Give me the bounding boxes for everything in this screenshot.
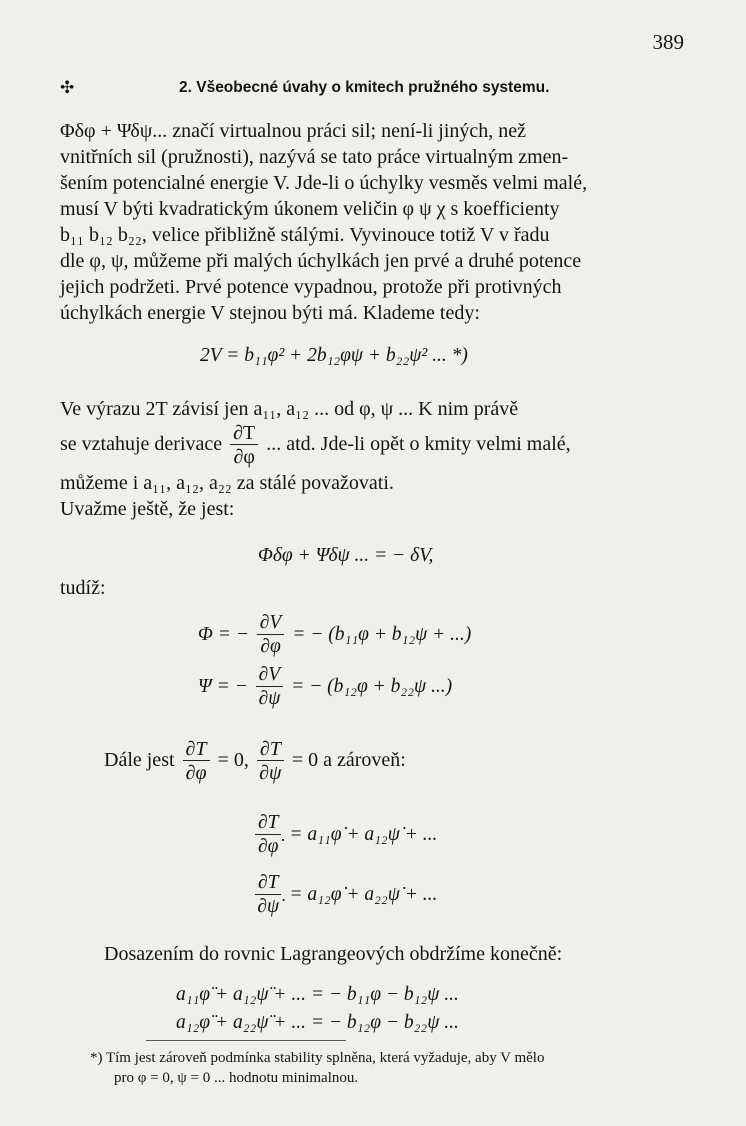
fraction-numerator: ∂V xyxy=(257,612,285,635)
equation-rhs: = − (b₁₂φ + b₂₂ψ ...) xyxy=(291,675,453,697)
footnote-line: *) Tím jest zároveň podmínka stability splněna, která vyžaduje, aby V mělo xyxy=(90,1050,545,1066)
text-fragment: ... atd. Jde-li opět o kmity velmi malé, xyxy=(266,433,571,456)
footnote-line: pro φ = 0, ψ = 0 ... hodnotu minimalnou. xyxy=(114,1070,359,1086)
equation-psi xyxy=(198,664,452,711)
text-line: úchylkách energie V stejnou býti má. Klademe tedy: xyxy=(60,302,480,324)
fraction xyxy=(256,664,284,711)
text-line: šením potencialné energie V. Jde-li o úchylky vesměs velmi malé, xyxy=(60,172,588,194)
equation-rhs: = − (b₁₁φ + b₁₂ψ + ...) xyxy=(292,623,472,645)
equation-dT-dphidot xyxy=(252,812,437,859)
fraction xyxy=(183,738,210,785)
fraction xyxy=(230,422,258,469)
equation-dale-jest xyxy=(104,738,406,785)
fraction xyxy=(257,738,284,785)
text-line: vnitřních sil (pružnosti), nazývá se tato práce virtualným zmen- xyxy=(60,146,569,168)
text-line: dle φ, ψ, můžeme při malých úchylkách jen prvé a druhé potence xyxy=(60,250,582,272)
fraction xyxy=(255,812,281,859)
fraction-denominator: ∂φ̇ xyxy=(258,836,279,857)
text-line: Ve výrazu 2T závisí jen a₁₁, a₁₂ ... od φ, ψ ... K nim právě xyxy=(60,398,519,420)
equation-rhs: = a₁₁φ̇ + a₁₂ψ̇ + ... xyxy=(289,823,438,845)
equation-rhs: = a₁₂φ̇ + a₂₂ψ̇ + ... xyxy=(289,883,438,905)
text-line: Uvažme ještě, že jest: xyxy=(60,498,235,520)
fraction-denominator: ∂ψ xyxy=(259,762,282,784)
text-line: jejich podržeti. Prvé potence vypadnou, protože při protivných xyxy=(60,276,562,298)
fraction-numerator: ∂T xyxy=(230,422,258,445)
fraction-numerator: ∂T xyxy=(183,738,210,761)
dosazenim-line: Dosazením do rovnic Lagrangeových obdržíme konečně: xyxy=(104,943,563,965)
text-fragment: = 0, xyxy=(217,749,249,772)
text-fragment: se vztahuje derivace xyxy=(60,433,223,456)
text-line: musí V býti kvadratickým úkonem veličin φ ψ χ s koefficienty xyxy=(60,198,560,220)
section-title: 2. Všeobecné úvahy o kmitech pružného systemu. xyxy=(179,79,550,96)
equation-lagrange-2: a₁₂φ̈ + a₂₂ψ̈ + ... = − b₁₂φ − b₂₂ψ ... xyxy=(176,1012,459,1033)
fraction-denominator: ∂φ xyxy=(260,636,281,657)
fraction xyxy=(257,612,285,659)
equation-potential-energy: 2V = b₁₁φ² + 2b₁₂φψ + b₂₂ψ² ... *) xyxy=(200,345,468,366)
page-number: 389 xyxy=(652,30,684,54)
text-line: Φδφ + Ψδψ... značí virtualnou práci sil; není-li jiných, než xyxy=(60,120,527,142)
running-header xyxy=(60,78,680,104)
fraction-denominator: ∂φ xyxy=(233,446,255,468)
text-fragment: Dále jest xyxy=(104,749,175,772)
fraction-numerator: ∂T xyxy=(257,738,284,761)
fraction-denominator: ∂ψ̇ xyxy=(257,896,280,917)
equation-dT-dpsidot xyxy=(252,872,437,919)
equation-virtual-work: Φδφ + Ψδψ ... = − δV, xyxy=(258,545,434,566)
footnote-rule xyxy=(146,1040,346,1041)
equation-phi xyxy=(198,612,471,659)
equation-lagrange-1: a₁₁φ̈ + a₁₂ψ̈ + ... = − b₁₁φ − b₁₂ψ ... xyxy=(176,984,459,1005)
text-line: b₁₁ b₁₂ b₂₂, velice přibližně stálými. Vyvinouce totiž V v řadu xyxy=(60,224,550,246)
ornament-icon: ✣ xyxy=(60,78,75,97)
fraction-numerator: ∂V xyxy=(256,664,284,687)
equation-lhs: Φ = − xyxy=(198,623,249,645)
text-line: můžeme i a₁₁, a₁₂, a₂₂ za stálé považovati. xyxy=(60,472,394,494)
footnote xyxy=(90,1048,690,1088)
text-fragment: = 0 a zároveň: xyxy=(291,749,406,772)
fraction-numerator: ∂T xyxy=(255,812,281,835)
fraction xyxy=(255,872,281,919)
equation-lhs: Ψ = − xyxy=(198,675,248,697)
fraction-denominator: ∂φ xyxy=(185,762,207,784)
text-line-derivative xyxy=(60,422,571,469)
fraction-denominator: ∂ψ xyxy=(258,688,281,709)
tudiz-label: tudíž: xyxy=(60,577,106,599)
fraction-numerator: ∂T xyxy=(255,872,281,895)
